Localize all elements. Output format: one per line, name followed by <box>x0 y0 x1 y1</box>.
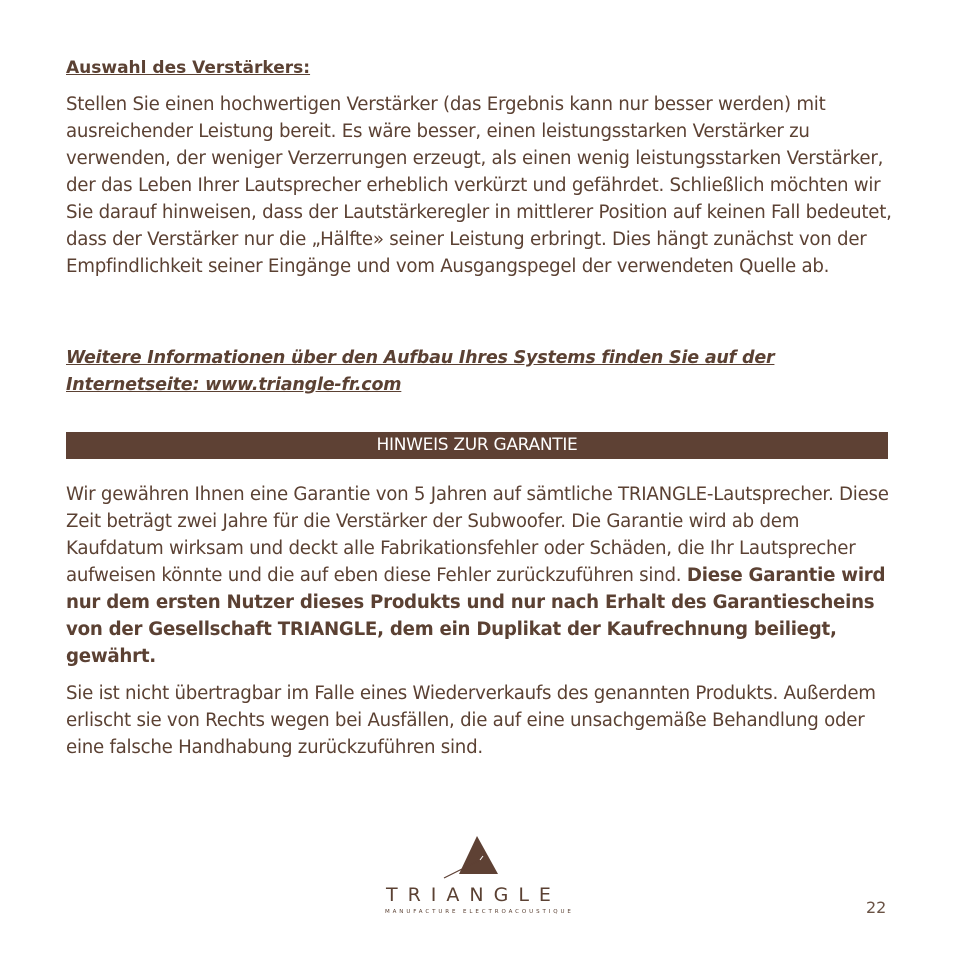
triangle-logo <box>382 834 572 920</box>
warranty-paragraph-2: Sie ist nicht übertragbar im Falle eines Wiederverkaufs des genannten Produkts. Außerdem erlischt sie von Rechts wegen bei Ausfällen, die auf eine unsachgemäße Behandlung oder eine falsche Handhabung zurückzuführen sind. <box>66 683 876 758</box>
website-note: Weitere Informationen über den Aufbau Ihres Systems finden Sie auf der Internetseite: www.triangle-fr.com <box>66 348 775 395</box>
amplifier-paragraph: Stellen Sie einen hochwertigen Verstärker (das Ergebnis kann nur besser werden) mit ausreichender Leistung bereit. Es wäre besser, einen leistungsstarken Verstärker zu verwenden, der weniger Verzerrungen erzeugt, als einen wenig leistungsstarken Verstärker, der das Leben Ihrer Lautsprecher erheblich verkürzt und gefährdet. Schließlich möchten wir Sie darauf hinweisen, dass der Lautstärkeregler in mittlerer Position auf keinen Fall bedeutet, dass der Verstärker nur die „Hälfte» seiner Leistung erbringt. Dies hängt zunächst von der Empfindlichkeit seiner Eingänge und vom Ausgangspegel der verwendeten Quelle ab. <box>66 94 892 277</box>
warranty-paragraph-1 <box>66 481 896 670</box>
warranty-text-bold: Diese Garantie wird nur dem ersten Nutzer dieses Produkts und nur nach Erhalt des Garantiescheins von der Gesellschaft TRIANGLE, dem ein Duplikat der Kaufrechnung beiliegt, gewährt. <box>66 565 886 667</box>
warranty-text-plain: Wir gewähren Ihnen eine Garantie von 5 Jahren auf sämtliche TRIANGLE-Lautsprecher. Diese Zeit beträgt zwei Jahre für die Verstärker der Subwoofer. Die Garantie wird ab dem Kaufdatum wirksam und deckt alle Fabrikationsfehler oder Schäden, die Ihr Lautsprecher aufweisen könnte und die auf eben diese Fehler zurückzuführen sind. <box>66 484 889 586</box>
logo-wordmark: TRIANGLE <box>386 884 561 906</box>
triangle-logo-icon <box>382 834 572 882</box>
section-heading: Auswahl des Verstärkers: <box>66 58 311 78</box>
page-number: 22 <box>866 898 887 917</box>
warranty-heading-band: HINWEIS ZUR GARANTIE <box>66 432 888 459</box>
logo-tagline: MANUFACTURE ELECTROACOUSTIQUE <box>385 909 574 915</box>
